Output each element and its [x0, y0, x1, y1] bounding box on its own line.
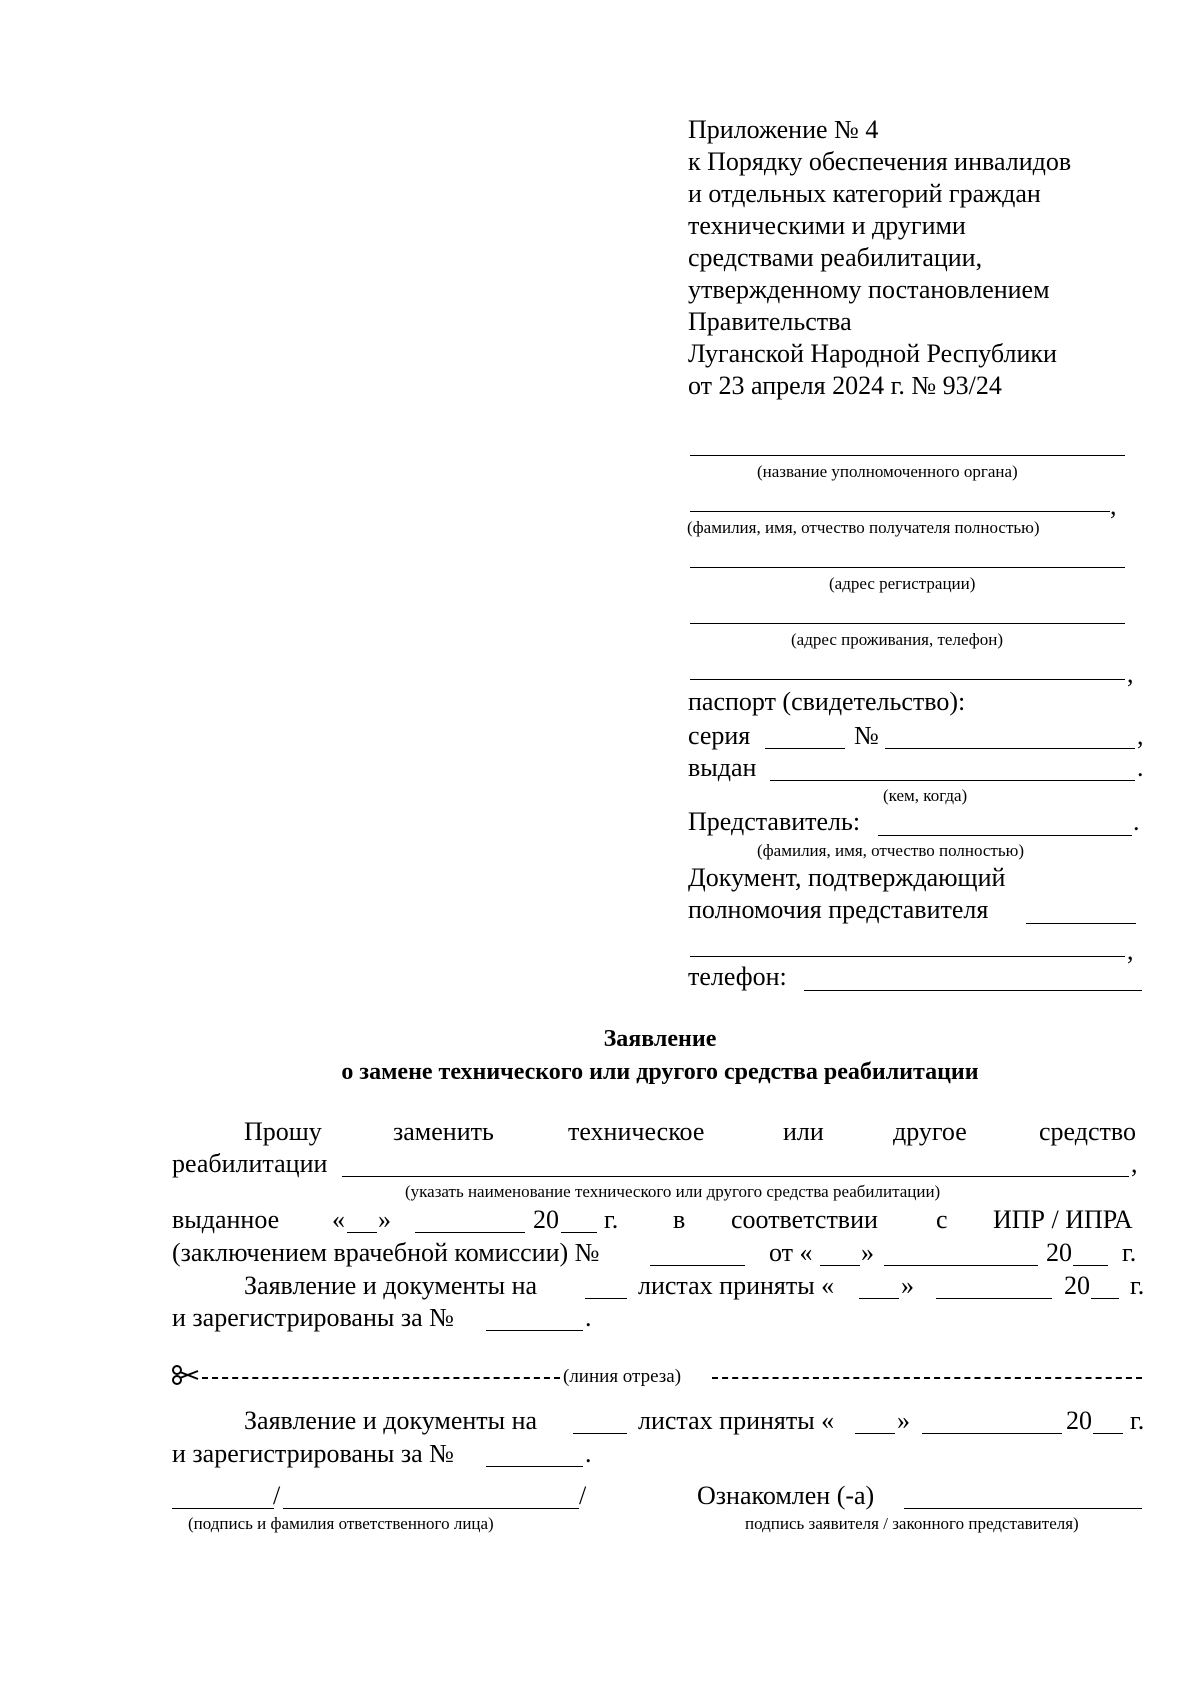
conclusion-quote-close: »	[861, 1238, 874, 1267]
applicant-signature-caption: подпись заявителя / законного представителя)	[745, 1514, 1079, 1533]
conclusion-month-field[interactable]	[884, 1265, 1038, 1266]
representative-dot: .	[1133, 807, 1140, 836]
stub-accepted-year-field[interactable]	[1093, 1433, 1123, 1434]
rehab-label: реабилитации	[172, 1149, 328, 1178]
issued-word: выданное	[172, 1205, 280, 1234]
conclusion-day-field[interactable]	[820, 1265, 860, 1266]
organ-field[interactable]	[690, 455, 1125, 456]
fio-caption: (фамилия, имя, отчество получателя полностью)	[687, 518, 1040, 537]
accepted-year-prefix: 20	[1064, 1271, 1090, 1300]
registered-label: и зарегистрированы за №	[172, 1303, 454, 1332]
issued-dot: .	[1137, 753, 1144, 782]
quote-close: »	[378, 1205, 391, 1234]
signature-slash-1: /	[273, 1481, 281, 1510]
phone-extra-field[interactable]	[690, 679, 1125, 680]
sheets-count-field[interactable]	[585, 1298, 627, 1299]
applicant-signature-field[interactable]	[904, 1508, 1142, 1509]
word-v: в	[673, 1205, 686, 1234]
stub-accepted-day-field[interactable]	[855, 1433, 895, 1434]
word-means: средство	[1039, 1117, 1136, 1146]
series-comma: ,	[1137, 721, 1144, 750]
stub-sheets-accepted-label: листах приняты «	[638, 1406, 835, 1435]
appendix-line-7: Правительства	[688, 307, 852, 336]
acknowledged-label: Ознакомлен (-а)	[697, 1481, 875, 1510]
appendix-line-5: средствами реабилитации,	[688, 243, 983, 272]
conclusion-from: от «	[769, 1238, 813, 1267]
registration-number-field[interactable]	[486, 1330, 583, 1331]
document-line-1: Документ, подтверждающий	[688, 863, 1006, 892]
responsible-name-field[interactable]	[283, 1508, 579, 1509]
word-zamenit: заменить	[393, 1117, 494, 1146]
conclusion-label: (заключением врачебной комиссии) №	[172, 1238, 600, 1267]
series-field[interactable]	[765, 748, 845, 749]
representative-label: Представитель:	[688, 807, 861, 836]
stub-registered-dot: .	[585, 1439, 592, 1468]
stub-registration-number-field[interactable]	[486, 1466, 583, 1467]
stub-accepted-month-field[interactable]	[922, 1433, 1062, 1434]
quote-open: «	[332, 1205, 345, 1234]
appendix-line-3: и отдельных категорий граждан	[688, 179, 1041, 208]
stub-accepted-year-prefix: 20	[1066, 1406, 1092, 1435]
word-s: с	[936, 1205, 948, 1234]
fio-field[interactable]	[690, 511, 1110, 512]
issued-field[interactable]	[770, 780, 1135, 781]
word-other: другое	[893, 1117, 967, 1146]
reg-address-field[interactable]	[690, 567, 1125, 568]
live-caption: (адрес проживания, телефон)	[791, 630, 1003, 649]
responsible-signature-field[interactable]	[172, 1508, 274, 1509]
appendix-line-6: утвержденному постановлением	[688, 275, 1050, 304]
accepted-day-field[interactable]	[859, 1298, 899, 1299]
reg-caption: (адрес регистрации)	[829, 574, 976, 593]
phone-label: телефон:	[688, 962, 787, 991]
conclusion-number-field[interactable]	[650, 1265, 745, 1266]
issued-day-field[interactable]	[347, 1232, 377, 1233]
issued-month-field[interactable]	[415, 1232, 525, 1233]
word-proshu: Прошу	[244, 1117, 322, 1146]
series-label: серия	[688, 721, 751, 750]
issued-year-prefix: 20	[533, 1205, 559, 1234]
representative-field[interactable]	[878, 835, 1132, 836]
responsible-signature-caption: (подпись и фамилия ответственного лица)	[188, 1514, 494, 1533]
fio-comma: ,	[1110, 491, 1117, 520]
word-accordance: соответствии	[731, 1205, 878, 1234]
accepted-label: Заявление и документы на	[244, 1271, 538, 1300]
issued-year-field[interactable]	[561, 1232, 597, 1233]
conclusion-year-prefix: 20	[1046, 1238, 1072, 1267]
page-title: Заявление	[603, 1026, 717, 1052]
accepted-year-field[interactable]	[1091, 1298, 1119, 1299]
conclusion-year-field[interactable]	[1073, 1265, 1108, 1266]
appendix-line-8: Луганской Народной Республики	[688, 339, 1057, 368]
accepted-quote-close: »	[901, 1271, 914, 1300]
phone-field[interactable]	[804, 990, 1142, 991]
passport-number-field[interactable]	[885, 748, 1135, 749]
stub-accepted-quote-close: »	[897, 1406, 910, 1435]
page-subtitle: о замене технического или другого средства реабилитации	[341, 1059, 979, 1085]
stub-accepted-label: Заявление и документы на	[244, 1406, 538, 1435]
rehab-comma: ,	[1131, 1149, 1138, 1178]
organ-caption: (название уполномоченного органа)	[757, 462, 1018, 481]
cut-line-right	[712, 1377, 1142, 1379]
appendix-line-4: техническими и другими	[688, 211, 966, 240]
appendix-line-9: от 23 апреля 2024 г. № 93/24	[688, 371, 1002, 400]
stub-sheets-count-field[interactable]	[573, 1433, 627, 1434]
number-sign: №	[854, 721, 879, 750]
stub-registered-label: и зарегистрированы за №	[172, 1439, 454, 1468]
issued-caption: (кем, когда)	[883, 786, 968, 805]
live-address-field[interactable]	[690, 623, 1125, 624]
accepted-g: г.	[1130, 1271, 1145, 1300]
ipr-label: ИПР / ИПРА	[993, 1205, 1133, 1234]
document-line-2: полномочия представителя	[688, 895, 989, 924]
stub-accepted-g: г.	[1130, 1406, 1145, 1435]
accepted-month-field[interactable]	[936, 1298, 1052, 1299]
word-or: или	[783, 1117, 824, 1146]
document-field[interactable]	[1026, 923, 1136, 924]
signature-slash-2: /	[579, 1481, 587, 1510]
word-technical: техническое	[568, 1117, 705, 1146]
representative-caption: (фамилия, имя, отчество полностью)	[757, 841, 1024, 860]
appendix-line-2: к Порядку обеспечения инвалидов	[688, 147, 1072, 176]
issued-g: г.	[604, 1205, 619, 1234]
rehab-caption: (указать наименование технического или другого средства реабилитации)	[405, 1182, 941, 1201]
cut-line-label: (линия отреза)	[563, 1366, 682, 1387]
document-field-2[interactable]	[690, 956, 1125, 957]
rehab-means-field[interactable]	[342, 1176, 1129, 1177]
issued-label: выдан	[688, 753, 757, 782]
sheets-accepted-label: листах приняты «	[638, 1271, 835, 1300]
passport-label: паспорт (свидетельство):	[688, 687, 966, 716]
live-comma: ,	[1127, 659, 1134, 688]
registered-dot: .	[585, 1303, 592, 1332]
scissors-icon	[172, 1364, 200, 1386]
cut-line-left	[202, 1377, 560, 1379]
document-comma: ,	[1127, 936, 1134, 965]
conclusion-g: г.	[1122, 1238, 1137, 1267]
appendix-line-1: Приложение № 4	[688, 115, 879, 144]
